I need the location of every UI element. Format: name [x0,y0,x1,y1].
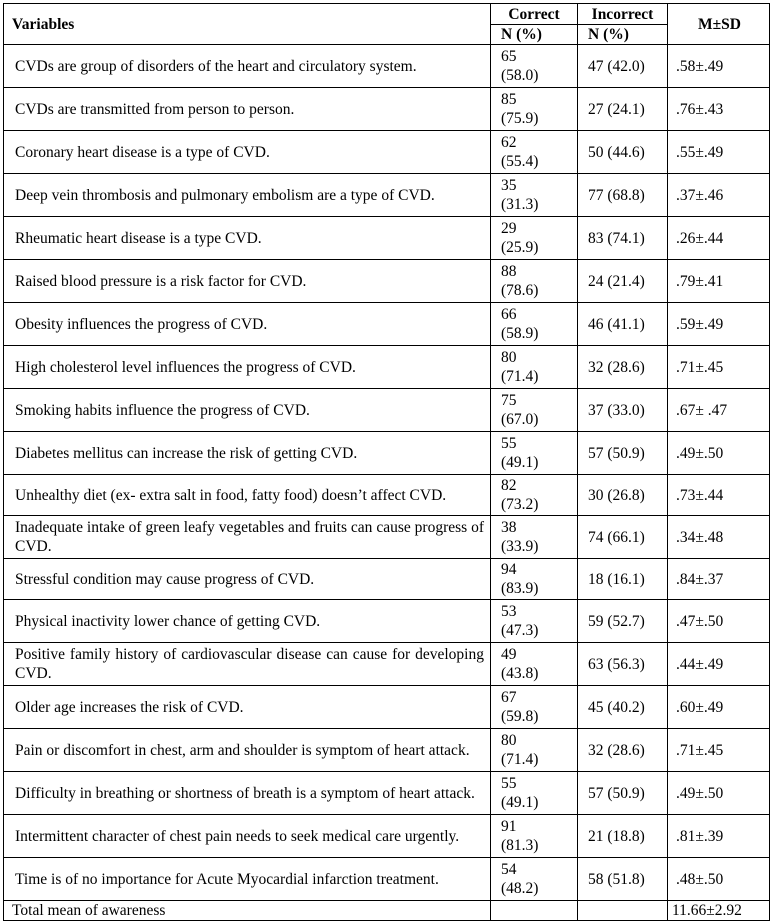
incorrect-cell: 57 (50.9) [578,772,668,815]
correct-pct: (47.3) [501,622,539,639]
incorrect-cell: 47 (42.0) [578,45,668,88]
correct-cell [491,131,578,174]
table-row [4,45,770,88]
correct-pct: (83.9) [501,580,539,597]
variable-cell: Time is of no importance for Acute Myocardial infarction treatment. [4,858,491,901]
table-row [4,260,770,303]
correct-n: 62 [501,134,517,151]
correct-pct: (73.2) [501,496,539,513]
correct-pct: (43.8) [501,665,539,682]
msd-cell: .60±.49 [668,686,770,729]
table-row [4,131,770,174]
correct-pct: (75.9) [501,110,539,127]
table-row [4,389,770,432]
correct-pct: (49.1) [501,454,539,471]
correct-pct: (49.1) [501,794,539,811]
variable-cell: Stressful condition may cause progress of CVD. [4,559,491,600]
awareness-table [3,3,770,921]
msd-cell: .48±.50 [668,858,770,901]
correct-pct: (78.6) [501,282,539,299]
variable-cell: High cholesterol level influences the progress of CVD. [4,346,491,389]
header-msd: M±SD [668,4,770,45]
incorrect-cell: 74 (66.1) [578,516,668,559]
correct-cell [491,346,578,389]
correct-n: 55 [501,775,517,792]
msd-cell: .84±.37 [668,559,770,600]
table-row [4,217,770,260]
total-msd: 11.66±2.92 [668,901,770,921]
incorrect-cell: 18 (16.1) [578,559,668,600]
correct-n: 54 [501,861,517,878]
table-row [4,643,770,686]
correct-n: 82 [501,477,517,494]
incorrect-cell: 59 (52.7) [578,600,668,643]
correct-cell [491,260,578,303]
header-correct: Correct [491,4,578,25]
msd-cell: .44±.49 [668,643,770,686]
incorrect-cell: 21 (18.8) [578,815,668,858]
correct-pct: (71.4) [501,751,539,768]
correct-n: 35 [501,177,517,194]
correct-cell [491,475,578,516]
correct-cell [491,600,578,643]
table-row [4,559,770,600]
correct-pct: (55.4) [501,153,539,170]
correct-cell [491,88,578,131]
table-row [4,346,770,389]
table-row [4,600,770,643]
correct-n: 38 [501,519,517,536]
variable-cell: Intermittent character of chest pain needs to seek medical care urgently. [4,815,491,858]
correct-cell [491,389,578,432]
incorrect-cell: 58 (51.8) [578,858,668,901]
correct-n: 80 [501,732,517,749]
msd-cell: .55±.49 [668,131,770,174]
correct-cell [491,516,578,559]
msd-cell: .34±.48 [668,516,770,559]
correct-n: 80 [501,349,517,366]
incorrect-cell: 32 (28.6) [578,729,668,772]
variable-cell: Difficulty in breathing or shortness of breath is a symptom of heart attack. [4,772,491,815]
header-incorrect-npct: N (%) [578,25,668,45]
correct-cell [491,217,578,260]
correct-n: 53 [501,603,517,620]
incorrect-cell: 30 (26.8) [578,475,668,516]
variable-cell: Pain or discomfort in chest, arm and shoulder is symptom of heart attack. [4,729,491,772]
msd-cell: .71±.45 [668,346,770,389]
correct-pct: (59.8) [501,708,539,725]
correct-n: 94 [501,561,517,578]
header-incorrect: Incorrect [578,4,668,25]
correct-n: 49 [501,646,517,663]
table-row [4,815,770,858]
variable-cell: Coronary heart disease is a type of CVD. [4,131,491,174]
incorrect-cell: 27 (24.1) [578,88,668,131]
correct-pct: (48.2) [501,880,539,897]
correct-cell [491,643,578,686]
total-correct-empty [491,901,578,921]
correct-pct: (81.3) [501,837,539,854]
table-row [4,858,770,901]
correct-pct: (33.9) [501,538,539,555]
msd-cell: .49±.50 [668,432,770,475]
total-row [4,901,770,921]
msd-cell: .59±.49 [668,303,770,346]
variable-cell: Older age increases the risk of CVD. [4,686,491,729]
correct-n: 29 [501,220,517,237]
variable-cell: Raised blood pressure is a risk factor for CVD. [4,260,491,303]
msd-cell: .76±.43 [668,88,770,131]
msd-cell: .79±.41 [668,260,770,303]
variable-cell: Unhealthy diet (ex- extra salt in food, fatty food) doesn’t affect CVD. [4,475,491,516]
correct-n: 91 [501,818,517,835]
msd-cell: .47±.50 [668,600,770,643]
correct-n: 65 [501,48,517,65]
incorrect-cell: 50 (44.6) [578,131,668,174]
total-label: Total mean of awareness [4,901,491,921]
correct-n: 85 [501,91,517,108]
table-row [4,303,770,346]
incorrect-cell: 77 (68.8) [578,174,668,217]
table-row [4,88,770,131]
header-variables: Variables [4,4,491,45]
table-row [4,772,770,815]
correct-n: 67 [501,689,517,706]
correct-cell [491,772,578,815]
incorrect-cell: 24 (21.4) [578,260,668,303]
correct-cell [491,45,578,88]
correct-cell [491,729,578,772]
incorrect-cell: 37 (33.0) [578,389,668,432]
correct-pct: (71.4) [501,368,539,385]
variable-cell: Diabetes mellitus can increase the risk of getting CVD. [4,432,491,475]
msd-cell: .49±.50 [668,772,770,815]
incorrect-cell: 83 (74.1) [578,217,668,260]
correct-pct: (67.0) [501,411,539,428]
correct-cell [491,303,578,346]
table-row [4,729,770,772]
correct-cell [491,858,578,901]
variable-cell: CVDs are group of disorders of the heart and circulatory system. [4,45,491,88]
correct-cell [491,559,578,600]
msd-cell: .81±.39 [668,815,770,858]
header-row [4,4,770,25]
correct-pct: (31.3) [501,196,539,213]
msd-cell: .26±.44 [668,217,770,260]
correct-pct: (25.9) [501,239,539,256]
correct-n: 66 [501,306,517,323]
correct-cell [491,174,578,217]
variable-cell: Smoking habits influence the progress of CVD. [4,389,491,432]
incorrect-cell: 57 (50.9) [578,432,668,475]
correct-cell [491,815,578,858]
variable-cell: Inadequate intake of green leafy vegetables and fruits can cause progress of CVD. [4,516,491,559]
correct-n: 75 [501,392,517,409]
msd-cell: .67± .47 [668,389,770,432]
table-row [4,516,770,559]
incorrect-cell: 46 (41.1) [578,303,668,346]
table-row [4,174,770,217]
total-incorrect-empty [578,901,668,921]
table-row [4,475,770,516]
table-row [4,432,770,475]
incorrect-cell: 32 (28.6) [578,346,668,389]
msd-cell: .37±.46 [668,174,770,217]
incorrect-cell: 63 (56.3) [578,643,668,686]
variable-cell: Positive family history of cardiovascular disease can cause for developing CVD. [4,643,491,686]
variable-cell: Rheumatic heart disease is a type CVD. [4,217,491,260]
msd-cell: .71±.45 [668,729,770,772]
correct-pct: (58.9) [501,325,539,342]
table-row [4,686,770,729]
correct-pct: (58.0) [501,67,539,84]
msd-cell: .73±.44 [668,475,770,516]
variable-cell: Deep vein thrombosis and pulmonary embolism are a type of CVD. [4,174,491,217]
msd-cell: .58±.49 [668,45,770,88]
incorrect-cell: 45 (40.2) [578,686,668,729]
variable-cell: Obesity influences the progress of CVD. [4,303,491,346]
header-correct-npct: N (%) [491,25,578,45]
variable-cell: Physical inactivity lower chance of getting CVD. [4,600,491,643]
correct-cell [491,686,578,729]
correct-cell [491,432,578,475]
variable-cell: CVDs are transmitted from person to person. [4,88,491,131]
correct-n: 55 [501,435,517,452]
correct-n: 88 [501,263,517,280]
